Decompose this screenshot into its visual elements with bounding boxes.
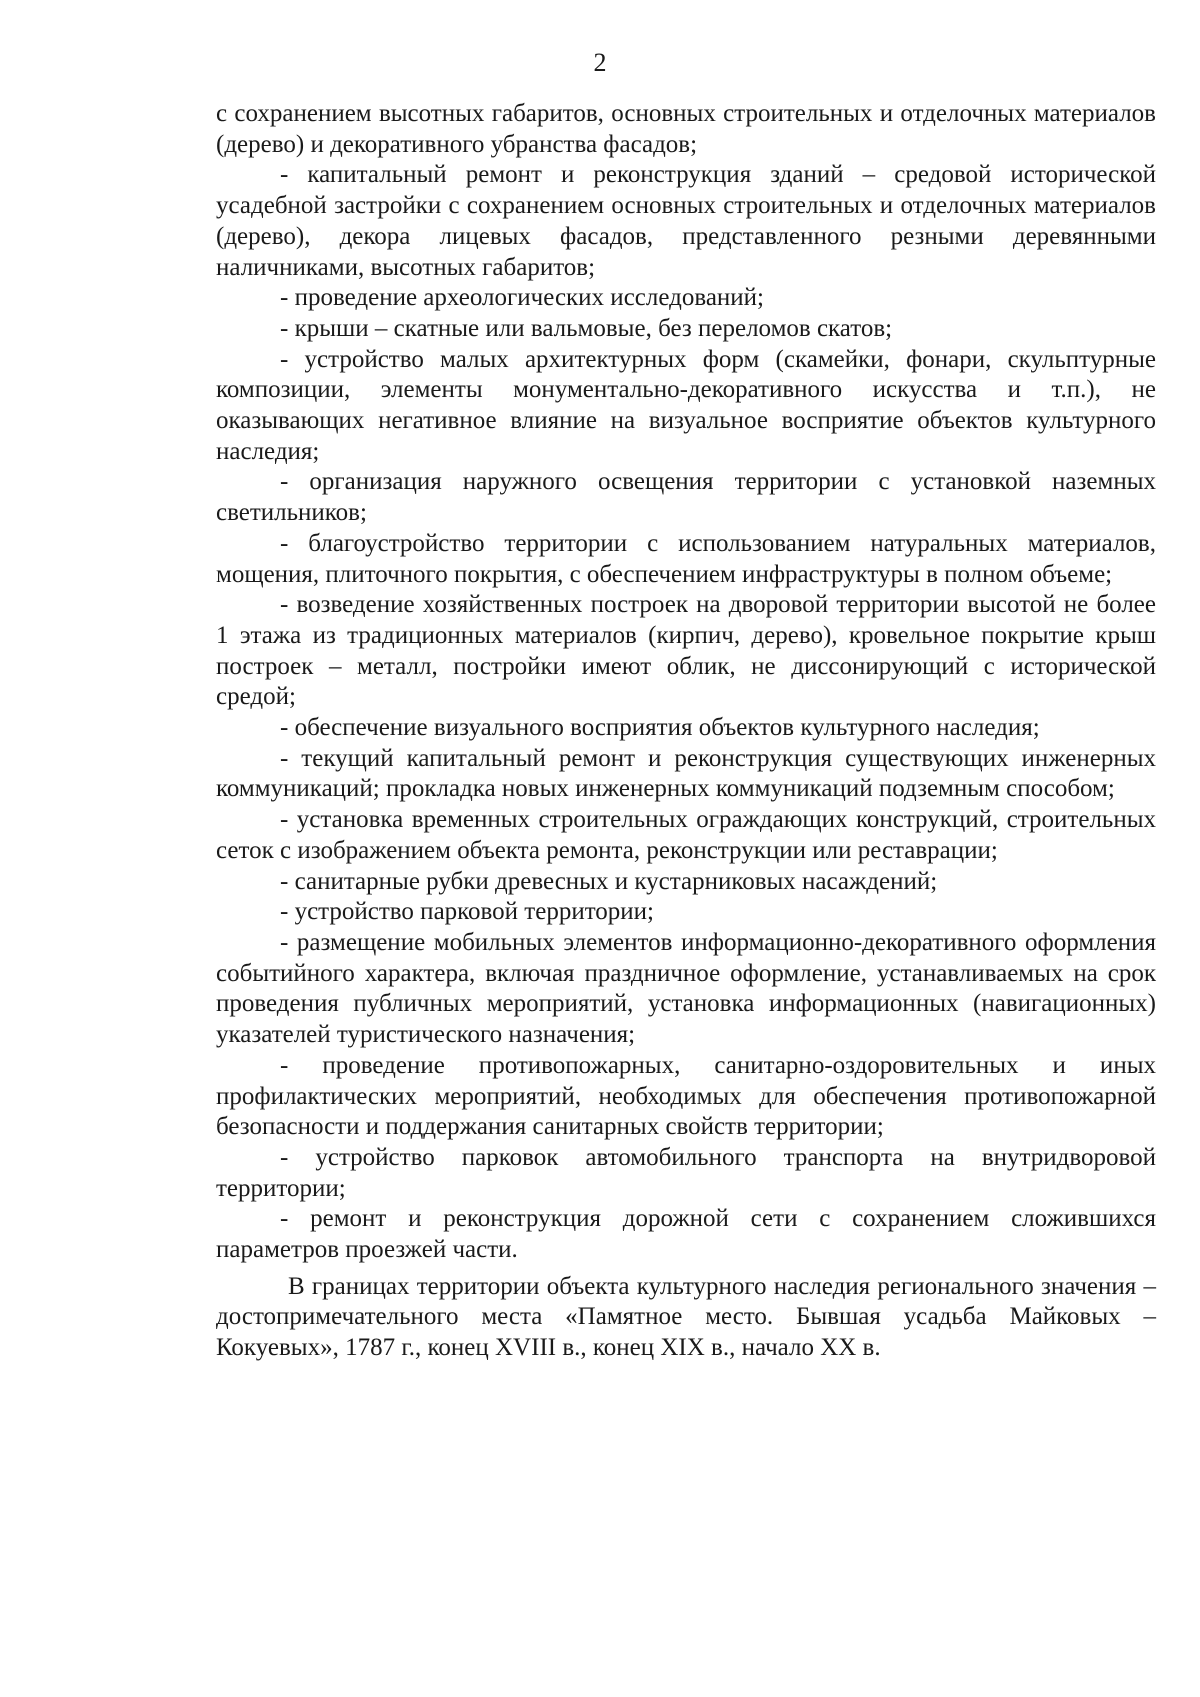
list-item: - крыши – скатные или вальмовые, без переломов скатов; [280, 314, 893, 342]
list-item: - проведение археологических исследований; [280, 284, 764, 312]
list-item: - капитальный ремонт и реконструкция зданий – средовой исторической усадебной застройки с сохранением основных строительных и отделочных материалов (дерево), декора лицевых фасадов, представленного резными деревянными наличниками, высотных габаритов; [216, 161, 1156, 281]
list-item: - благоустройство территории с использованием натуральных материалов, мощения, плиточного покрытия, с обеспечением инфраструктуры в полном объеме; [216, 529, 1156, 588]
list-item: - устройство парковок автомобильного транспорта на внутридворовой территории; [216, 1143, 1156, 1202]
list-item: - установка временных строительных ограждающих конструкций, строительных сеток с изображением объекта ремонта, реконструкции или реставрации; [216, 806, 1156, 864]
list-item: - ремонт и реконструкция дорожной сети с сохранением сложившихся параметров проезжей части. [216, 1205, 1156, 1264]
list-item: - проведение противопожарных, санитарно-оздоровительных и иных профилактических мероприятий, необходимых для обеспечения противопожарной безопасности и поддержания санитарных свойств территории; [216, 1051, 1156, 1141]
paragraph: с сохранением высотных габаритов, основных строительных и отделочных материалов (дерево) и декоративного убранства фасадов; [216, 100, 1156, 158]
list-item: - организация наружного освещения территории с установкой наземных светильников; [216, 468, 1156, 527]
list-item: - размещение мобильных элементов информационно-декоративного оформления событийного характера, включая праздничное оформление, устанавливаемых на срок проведения публичных мероприятий, установка информационных (навигационных) указателей туристического назначения; [216, 928, 1156, 1049]
list-item: - обеспечение визуального восприятия объектов культурного наследия; [280, 714, 1040, 742]
list-item: - устройство малых архитектурных форм (скамейки, фонари, скульптурные композиции, элементы монументально-декоративного искусства и т.п.), не оказывающих негативное влияние на визуальное восприятие объектов культурного наследия; [216, 345, 1156, 465]
list-item: - устройство парковой территории; [280, 898, 654, 926]
list-item: - возведение хозяйственных построек на дворовой территории высотой не более 1 этажа из традиционных материалов (кирпич, дерево), кровельное покрытие крыш построек – металл, постройки имеют облик, не диссонирующий с исторической средой; [216, 591, 1156, 711]
paragraph: В границах территории объекта культурного наследия регионального значения – достопримечательного места «Памятное место. Бывшая усадьба Майковых – Кокуевых», 1787 г., конец XVIII в., конец XIX в., начало XX в. [216, 1272, 1156, 1362]
document-body [216, 99, 1156, 1364]
page-number: 2 [593, 48, 607, 77]
list-item: - текущий капитальный ремонт и реконструкция существующих инженерных коммуникаций; прокладка новых инженерных коммуникаций подземным способом; [216, 744, 1156, 803]
list-item: - санитарные рубки древесных и кустарниковых насаждений; [280, 867, 938, 895]
